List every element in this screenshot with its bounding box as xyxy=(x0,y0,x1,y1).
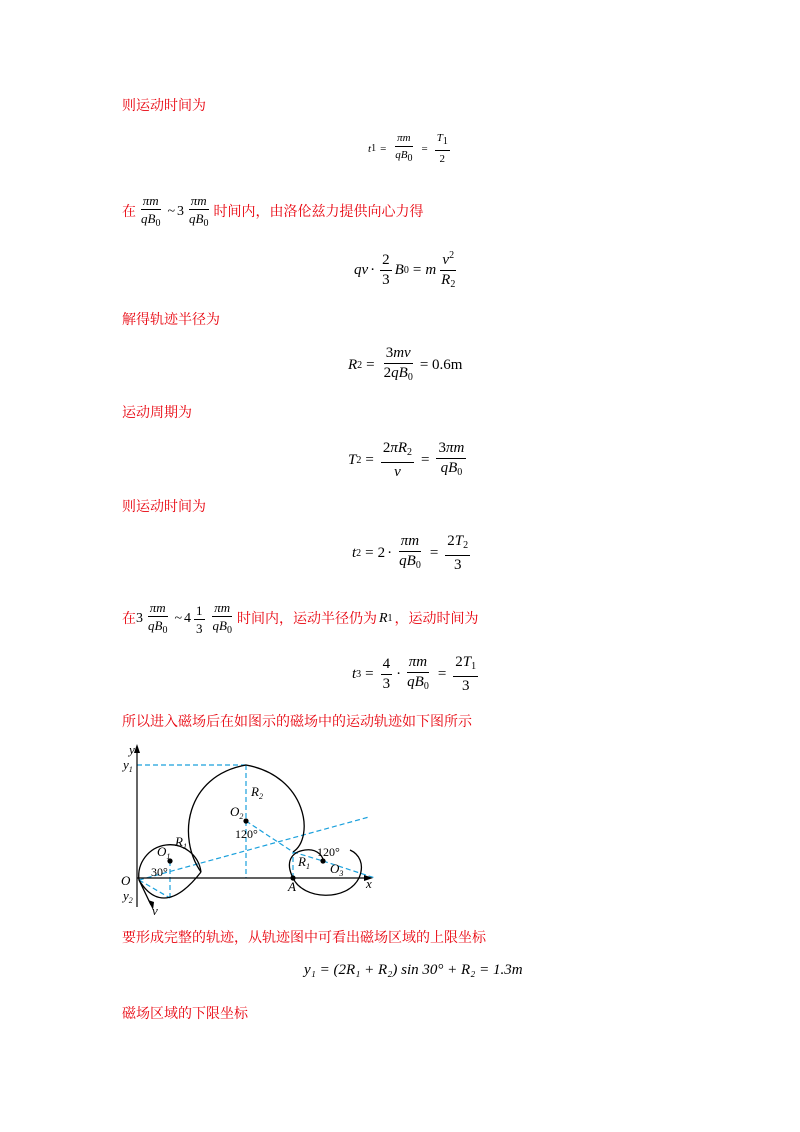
origin-label: O xyxy=(121,873,131,888)
equation-t1: t 1 = $\frac{\pi m}{qB_0}$ = $\frac{T_1}{2}$ xyxy=(368,132,448,165)
y1-label: $y_1$ xyxy=(123,757,133,774)
equation-lorentz: qv · $\frac{2}{3}$ B 0 = m $\frac{v^2}{R_2}$ xyxy=(354,247,460,293)
x-axis-label: x xyxy=(366,876,372,891)
text-line-2-pre: 在 xyxy=(122,204,136,220)
r2-label: $R_2$ xyxy=(251,784,263,801)
text-line-6 xyxy=(122,600,479,638)
text-line-4: 运动周期为 xyxy=(122,405,192,421)
time-interval-math-1: $\frac{\pi m}{qB_0}$ ~ 3 $\frac{\pi m}{qB_0}$ xyxy=(141,193,209,229)
point-a-label: A xyxy=(288,879,296,894)
text-line-6-post: ，运动时间为 xyxy=(394,611,479,627)
text-line-6-pre: 在 xyxy=(122,611,136,627)
text-line-5: 则运动时间为 xyxy=(122,499,206,515)
equation-r2: R 2 = $\frac{3mv}{2qB_0}$ = 0.6m xyxy=(348,345,463,383)
trajectory-diagram xyxy=(115,740,385,915)
text-line-8: 要形成完整的轨迹，从轨迹图中可看出磁场区域的上限坐标 xyxy=(122,930,486,946)
text-line-2-post: 时间内，由洛伦兹力提供向心力得 xyxy=(213,204,424,220)
equation-t2-time: t 2 = 2 · $\frac{\pi m}{qB_0}$ = $\frac{2T_2}{3}$ xyxy=(352,533,469,573)
y-axis-label: y xyxy=(129,742,135,757)
r1-right-label: $R_1$ xyxy=(298,854,310,871)
y-axis-arrow-icon xyxy=(134,744,140,753)
text-line-2 xyxy=(122,193,423,231)
velocity-label: v xyxy=(152,903,158,915)
radius-r1-inline: R 1 xyxy=(378,611,393,626)
equation-y1: y₁ = (2R₁ + R₂) sin 30° + R₂ = 1.3m xyxy=(304,962,523,978)
angle-120-middle-label: 120° xyxy=(235,827,258,841)
o1-label: $O_1$ xyxy=(157,844,171,861)
equation-t3: t 3 = $\frac{4}{3}$ · $\frac{\pi m}{qB_0}$ = $\frac{2T_1}{3}$ xyxy=(352,654,477,694)
equation-t2-period: T 2 = $\frac{2\pi R_2}{v}$ = $\frac{3\pi m}{qB_0}$ xyxy=(348,440,465,480)
time-interval-math-2: 3 $\frac{\pi m}{qB_0}$ ~ 4 $\frac{1}{3}$ $\frac{\pi m}{qB_0}$ xyxy=(136,600,232,636)
text-line-6-mid: 时间内，运动半径仍为 xyxy=(236,611,377,627)
o3-label: $O_3$ xyxy=(330,861,344,878)
angle-120-right-label: 120° xyxy=(317,845,340,859)
text-line-7: 所以进入磁场后在如图示的磁场中的运动轨迹如下图所示 xyxy=(122,714,472,730)
text-line-3: 解得轨迹半径为 xyxy=(122,312,220,328)
o2-label: $O_2$ xyxy=(230,804,244,821)
y2-label: $y_2$ xyxy=(123,888,133,905)
text-line-1: 则运动时间为 xyxy=(122,98,206,114)
r1-left-label: $R_1$ xyxy=(175,834,187,851)
angle-30-label: 30° xyxy=(151,865,168,879)
r2-value: = 0.6m xyxy=(419,357,463,373)
text-line-9: 磁场区域的下限坐标 xyxy=(122,1006,248,1022)
